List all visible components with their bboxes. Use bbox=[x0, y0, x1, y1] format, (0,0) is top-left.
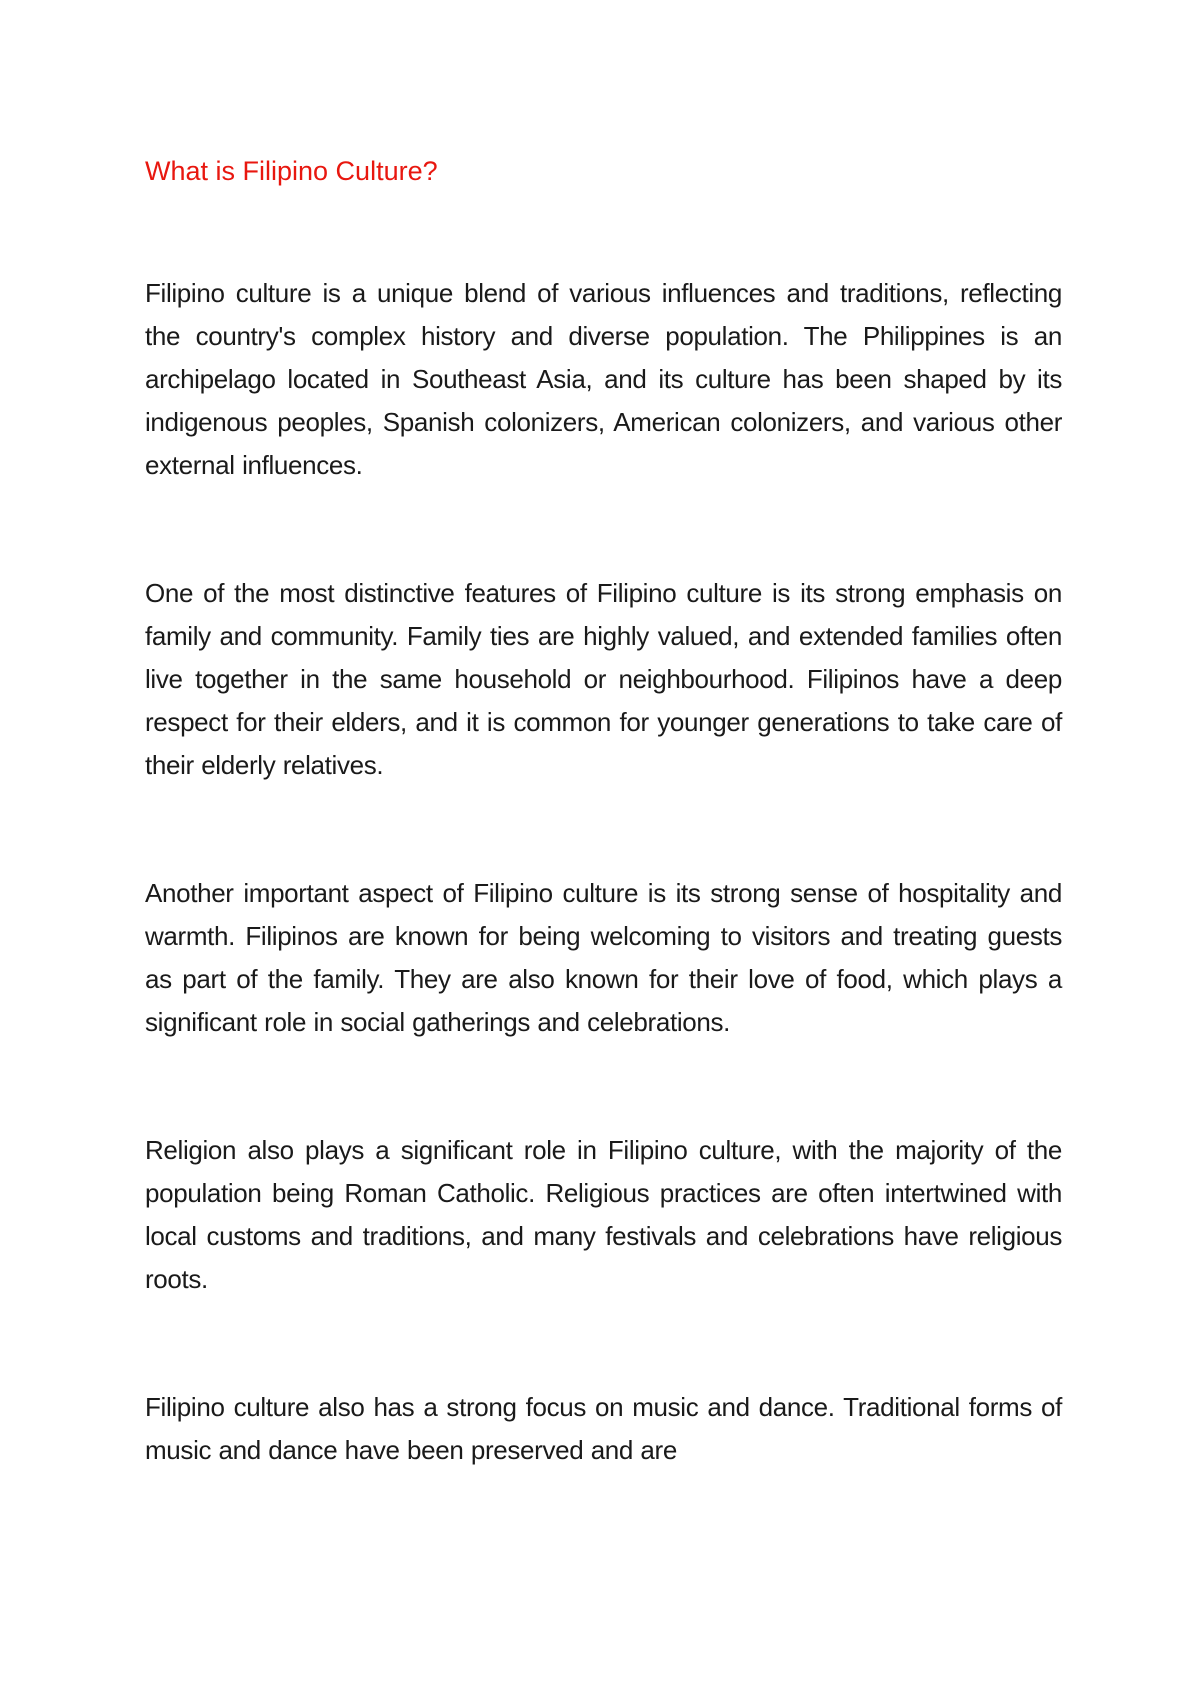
document-body bbox=[145, 150, 1062, 1472]
paragraph-hospitality: Another important aspect of Filipino culture is its strong sense of hospitality and warmth. Filipinos are known for being welcoming to visitors and treating guests as part of the family. They are also known for their love of food, which plays a significant role in social gatherings and celebrations. bbox=[145, 878, 1062, 1037]
paragraph-religion: Religion also plays a significant role in Filipino culture, with the majority of the population being Roman Catholic. Religious practices are often intertwined with local customs and traditions, and many festivals and celebrations have religious roots. bbox=[145, 1135, 1062, 1294]
paragraph-family-community: One of the most distinctive features of Filipino culture is its strong emphasis on family and community. Family ties are highly valued, and extended families often live together in the same household or neighbourhood. Filipinos have a deep respect for their elders, and it is common for younger generations to take care of their elderly relatives. bbox=[145, 578, 1062, 780]
document-title: What is Filipino Culture? bbox=[145, 156, 438, 186]
paragraph-music-dance: Filipino culture also has a strong focus on music and dance. Traditional forms of music and dance have been preserved and are bbox=[145, 1392, 1062, 1465]
paragraph-family-intro: Filipino culture is a unique blend of various influences and traditions, reflecting the country's complex history and diverse population. The Philippines is an archipelago located in Southeast Asia, and its culture has been shaped by its indigenous peoples, Spanish colonizers, American colonizers, and various other external influences. bbox=[145, 278, 1062, 480]
